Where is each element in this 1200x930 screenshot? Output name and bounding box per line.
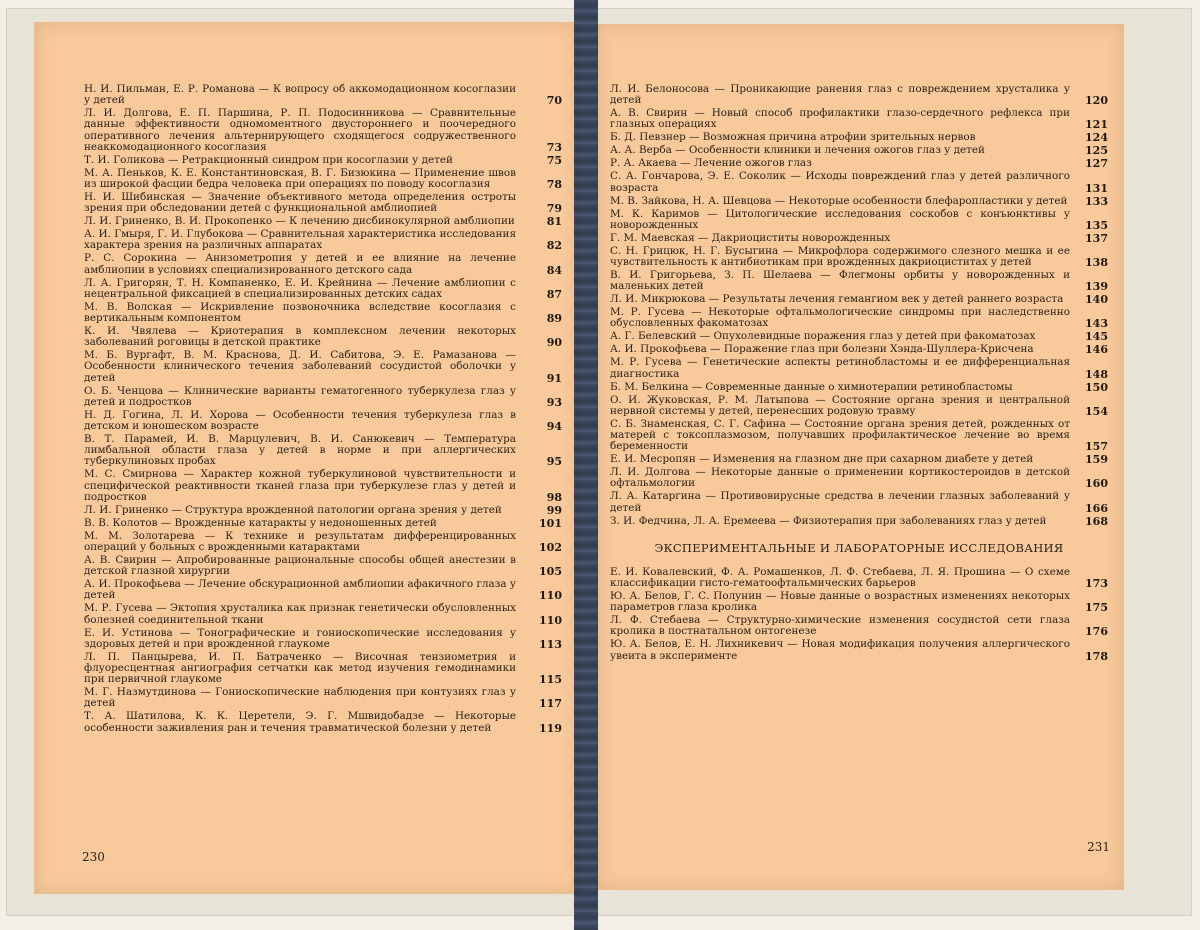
- toc-entry-page: 166: [1085, 501, 1108, 515]
- toc-entry-title: Т. А. Шатилова, К. К. Церетели, Э. Г. Мшвидобадзе — Некоторые особенности заживления ран и течения травматической болезни у детей: [84, 710, 516, 734]
- toc-entry-title: М. Р. Гусева — Генетические аспекты ретинобластомы и ее дифференциальная диагностика: [610, 356, 1070, 380]
- toc-entry-title: А. И. Прокофьева — Лечение обскурационной амблиопии афакичного глаза у детей: [84, 578, 516, 602]
- toc-entry: [84, 652, 562, 686]
- toc-entry-page: 95: [546, 455, 562, 469]
- right-page-number: 231: [1087, 840, 1110, 854]
- toc-entry: [84, 687, 562, 709]
- toc-entry-page: 139: [1085, 280, 1108, 294]
- toc-entry: [610, 158, 1108, 169]
- toc-entry: [610, 395, 1108, 417]
- toc-entry-title: М. Р. Гусева — Эктопия хрусталика как признак генетически обусловленных болезней соединительной ткани: [84, 602, 516, 626]
- toc-entry: [610, 196, 1108, 207]
- toc-entry-title: М. Г. Назмутдинова — Гониоскопические наблюдения при контузиях глаз у детей: [84, 686, 516, 710]
- toc-entry-title: А. В. Свирин — Апробированные рациональные способы общей анестезии в детской глазной хирургии: [84, 554, 516, 578]
- toc-entry-page: 140: [1085, 293, 1108, 307]
- toc-entry-page: 131: [1085, 181, 1108, 195]
- toc-entry-title: В. В. Колотов — Врожденные катаракты у недоношенных детей: [84, 516, 437, 529]
- toc-entry: [84, 108, 562, 153]
- toc-entry: [84, 518, 562, 529]
- toc-entry-title: Н. И. Пильман, Е. Р. Романова — К вопросу об аккомодационном косоглазии у детей: [84, 83, 516, 107]
- toc-entry-page: 160: [1085, 477, 1108, 491]
- toc-entry: [84, 531, 562, 553]
- toc-entry-title: Ю. А. Белов, Г. С. Полунин — Новые данные о возрастных изменениях некоторых параметров глаза кролика: [610, 590, 1070, 614]
- toc-entry-title: Н. Д. Гогина, Л. И. Хорова — Особенности течения туберкулеза глаз в детском и юношеском возрасте: [84, 408, 516, 433]
- toc-entry: [84, 628, 562, 650]
- toc-entry: [84, 229, 562, 251]
- toc-entry: [610, 246, 1108, 268]
- toc-entry: [84, 555, 562, 577]
- toc-entry-page: 78: [546, 178, 562, 192]
- toc-entry-title: М. М. Золотарева — К технике и результатам дифференцированных операций у больных с врожденными катарактами: [84, 529, 516, 554]
- toc-entry-page: 113: [539, 637, 562, 651]
- toc-entry: [610, 331, 1108, 342]
- toc-entry-title: Л. А. Григорян, Т. Н. Компаненко, Е. И. Крейнина — Лечение амблиопии с нецентральной фиксацией в специализированных детских садах: [84, 276, 516, 300]
- toc-entry-page: 148: [1085, 367, 1108, 381]
- toc-entry: [610, 270, 1108, 292]
- toc-entry-page: 146: [1085, 343, 1108, 357]
- toc-entry-title: Т. И. Голикова — Ретракционный синдром при косоглазии у детей: [84, 153, 453, 166]
- toc-entry-page: 133: [1085, 194, 1108, 208]
- toc-entry: [610, 516, 1108, 527]
- toc-entry: [610, 233, 1108, 244]
- toc-entry-page: 125: [1085, 144, 1108, 158]
- toc-entry-page: 124: [1085, 131, 1108, 145]
- toc-entry: [610, 591, 1108, 613]
- toc-entry: [84, 84, 562, 106]
- toc-entry-page: 81: [546, 215, 562, 229]
- left-page: [34, 22, 580, 894]
- toc-entry: [610, 615, 1108, 637]
- toc-entry: [84, 326, 562, 348]
- toc-entry-page: 145: [1085, 330, 1108, 344]
- toc-entry: [84, 386, 562, 408]
- toc-entry-page: 157: [1085, 440, 1108, 454]
- toc-entry: [84, 469, 562, 503]
- toc-entry: [84, 216, 562, 227]
- toc-entry-title: В. И. Григорьева, З. П. Шелаева — Флегмоны орбиты у новорожденных и маленьких детей: [610, 269, 1070, 293]
- toc-entry-page: 98: [546, 490, 562, 504]
- toc-entry-title: Л. И. Белоносова — Проникающие ранения глаз с повреждением хрусталика у детей: [610, 83, 1070, 107]
- toc-entry: [84, 302, 562, 324]
- right-contents-list: [610, 84, 1108, 664]
- toc-entry: [84, 192, 562, 214]
- toc-entry-page: 137: [1085, 231, 1108, 245]
- toc-entry-page: 143: [1085, 317, 1108, 331]
- toc-entry-page: 127: [1085, 157, 1108, 171]
- toc-entry-title: Ю. А. Белов, Е. Н. Лихникевич — Новая модификация получения аллергического увеита в эксперименте: [610, 638, 1070, 662]
- toc-entry: [84, 155, 562, 166]
- toc-entry: [610, 491, 1108, 513]
- toc-entry-page: 159: [1085, 453, 1108, 467]
- toc-entry: [610, 145, 1108, 156]
- toc-entry-page: 154: [1085, 404, 1108, 418]
- toc-entry-title: О. И. Жуковская, Р. М. Латыпова — Состояние органа зрения и центральной нервной системы у детей, перенесших родовую травму: [610, 393, 1070, 417]
- toc-entry: [84, 434, 562, 468]
- toc-entry: [610, 209, 1108, 231]
- toc-entry: [84, 253, 562, 275]
- toc-entry-title: С. А. Гончарова, Э. Е. Соколик — Исходы повреждений глаз у детей различного возраста: [610, 170, 1070, 194]
- toc-entry: [610, 639, 1108, 661]
- toc-entry-title: О. Б. Ченцова — Клинические варианты гематогенного туберкулеза глаз у детей и подростков: [84, 384, 516, 408]
- toc-entry-page: 79: [546, 202, 562, 216]
- toc-entry: [610, 307, 1108, 329]
- toc-entry-title: М. Р. Гусева — Некоторые офтальмологические синдромы при наследственно обусловленных факоматозах: [610, 306, 1070, 330]
- toc-entry-title: Л. И. Долгова — Некоторые данные о применении кортикостероидов в детской офтальмологии: [610, 466, 1070, 490]
- toc-entry: [84, 603, 562, 625]
- toc-entry-page: 119: [539, 721, 562, 735]
- toc-entry-title: Е. И. Устинова — Тонографические и гониоскопические исследования у здоровых детей и при врожденной глаукоме: [84, 626, 516, 650]
- toc-entry-title: Р. А. Акаева — Лечение ожогов глаз: [610, 157, 812, 170]
- toc-entry-page: 117: [539, 697, 562, 711]
- toc-entry: [84, 278, 562, 300]
- toc-entry-page: 173: [1085, 577, 1108, 591]
- toc-entry-title: Л. И. Гриненко, В. И. Прокопенко — К лечению дисбинокулярной амблиопии: [84, 215, 515, 228]
- toc-entry-title: А. В. Свирин — Новый способ профилактики глазо-сердечного рефлекса при глазных операциях: [610, 107, 1070, 131]
- toc-entry: [84, 505, 562, 516]
- toc-entry: [610, 382, 1108, 393]
- toc-entry: [610, 419, 1108, 453]
- toc-entry-page: 82: [546, 239, 562, 253]
- toc-entry: [610, 344, 1108, 355]
- toc-entry-title: В. Т. Парамей, И. В. Марцулевич, В. И. Санюкевич — Температура лимбальной области глаза у детей в норме и при аллергических туберкулиновых пробах: [84, 433, 516, 468]
- toc-entry-title: Л. Ф. Стебаева — Структурно-химические изменения сосудистой сети глаза кролика в постнатальном онтогенезе: [610, 614, 1070, 638]
- toc-entry-title: Л. А. Катаргина — Противовирусные средства в лечении глазных заболеваний у детей: [610, 490, 1070, 514]
- toc-entry-page: 101: [539, 516, 562, 530]
- toc-entry-page: 93: [546, 395, 562, 409]
- toc-entry-title: Г. М. Маевская — Дакриоциститы новорожденных: [610, 231, 891, 244]
- toc-entry-title: А. А. Верба — Особенности клиники и лечения ожогов глаз у детей: [610, 144, 985, 157]
- toc-entry-title: М. Б. Вургафт, В. М. Краснова, Д. И. Сабитова, Э. Е. Рамазанова — Особенности клинического течения заболеваний сосудистой оболочки у детей: [84, 349, 516, 384]
- right-page: [596, 24, 1124, 890]
- toc-entry-page: 94: [546, 420, 562, 434]
- toc-entry-title: А. И. Гмыря, Г. И. Глубокова — Сравнительная характеристика исследования характера зрения на различных аппаратах: [84, 228, 516, 252]
- toc-entry-page: 115: [539, 673, 562, 687]
- toc-entry-page: 105: [539, 565, 562, 579]
- toc-entry-page: 168: [1085, 514, 1108, 528]
- toc-entry-page: 102: [539, 541, 562, 555]
- toc-entry-page: 150: [1085, 380, 1108, 394]
- toc-entry-title: М. С. Смирнова — Характер кожной туберкулиновой чувствительности и специфической реактивности тканей глаза при туберкулезе глаз у детей и подростков: [84, 468, 516, 503]
- toc-entry-title: Б. Д. Певзнер — Возможная причина атрофии зрительных нервов: [610, 131, 976, 144]
- toc-entry-page: 176: [1085, 625, 1108, 639]
- toc-entry-title: С. Б. Знаменская, С. Г. Сафина — Состояние органа зрения детей, рожденных от матерей с токсоплазмозом, получавших профилактическое лечение во время беременности: [610, 417, 1070, 453]
- toc-entry-title: М. В. Волская — Искривление позвоночника вследствие косоглазия с вертикальным компонентом: [84, 300, 516, 325]
- left-contents-list: [84, 84, 562, 736]
- toc-entry-page: 70: [546, 94, 562, 108]
- toc-entry-title: Е. И. Ковалевский, Ф. А. Ромашенков, Л. Ф. Стебаева, Л. Я. Прошина — О схеме классификации гисто-гематоофтальмических барьеров: [610, 565, 1070, 590]
- toc-entry: [610, 84, 1108, 106]
- toc-entry: [84, 410, 562, 432]
- left-page-number: 230: [82, 850, 105, 864]
- toc-entry: [84, 350, 562, 384]
- toc-entry: [610, 171, 1108, 193]
- toc-entry: [84, 579, 562, 601]
- toc-entry-page: 90: [546, 336, 562, 350]
- toc-entry-title: Р. С. Сорокина — Анизометропия у детей и ее влияние на лечение амблиопии в условиях специализированного детского сада: [84, 252, 516, 276]
- toc-entry-page: 110: [539, 613, 562, 627]
- toc-entry: [610, 357, 1108, 379]
- toc-entry-page: 75: [546, 153, 562, 167]
- toc-entry-page: 73: [546, 140, 562, 154]
- toc-entry: [610, 294, 1108, 305]
- book-spine: [574, 0, 598, 930]
- toc-entry-title: А. Г. Белевский — Опухолевидные поражения глаз у детей при факоматозах: [610, 330, 1036, 343]
- toc-entry: [610, 454, 1108, 465]
- toc-entry: [84, 168, 562, 190]
- toc-entry-title: А. И. Прокофьева — Поражение глаз при болезни Хэнда-Шуллера-Крисчена: [610, 343, 1034, 356]
- toc-entry: [610, 567, 1108, 589]
- toc-entry-title: М. К. Каримов — Цитологические исследования соскобов с конъюнктивы у новорожденных: [610, 207, 1070, 231]
- toc-entry-title: Л. И. Микрюкова — Результаты лечения гемангиом век у детей раннего возраста: [610, 293, 1064, 306]
- toc-entry-page: 87: [546, 287, 562, 301]
- toc-entry-page: 121: [1085, 118, 1108, 132]
- toc-entry-title: М. В. Зайкова, Н. А. Шевцова — Некоторые особенности блефаропластики у детей: [610, 194, 1068, 207]
- toc-entry-page: 99: [546, 503, 562, 517]
- section-title: ЭКСПЕРИМЕНТАЛЬНЫЕ И ЛАБОРАТОРНЫЕ ИССЛЕДОВАНИЯ: [654, 540, 1064, 555]
- toc-entry-title: З. И. Федчина, Л. А. Еремеева — Физиотерапия при заболеваниях глаз у детей: [610, 514, 1047, 527]
- toc-entry-page: 89: [546, 312, 562, 326]
- toc-entry-title: С. Н. Грицюк, Н. Г. Бусыгина — Микрофлора содержимого слезного мешка и ее чувствительность к антибиотикам при врожденных дакриоциститах у детей: [610, 244, 1070, 269]
- toc-entry-title: Н. И. Шибинская — Значение объективного метода определения остроты зрения при обследовании детей с функциональной амблиопией: [84, 191, 516, 215]
- toc-entry: [610, 467, 1108, 489]
- toc-entry-page: 178: [1085, 649, 1108, 663]
- toc-entry-title: Е. И. Месропян — Изменения на глазном дне при сахарном диабете у детей: [610, 453, 1034, 466]
- toc-entry-title: Л. И. Гриненко — Структура врожденной патологии органа зрения у детей: [84, 503, 502, 516]
- toc-entry: [610, 108, 1108, 130]
- toc-entry-page: 175: [1085, 601, 1108, 615]
- toc-entry-page: 120: [1085, 94, 1108, 108]
- toc-entry-page: 135: [1085, 218, 1108, 232]
- toc-entry-page: 138: [1085, 256, 1108, 270]
- toc-entry-page: 84: [546, 263, 562, 277]
- toc-entry-page: 110: [539, 589, 562, 603]
- toc-entry-title: Л. И. Долгова, Е. П. Паршина, Р. П. Подосинникова — Сравнительные данные эффективности одномоментного двустороннего и поочередного оперативного лечения альтернирующего сходящегося содружественного неаккомодационного косоглазия: [84, 107, 516, 153]
- toc-entry-page: 91: [546, 371, 562, 385]
- toc-entry: [84, 711, 562, 733]
- toc-entry-title: Л. П. Панцырева, И. П. Батраченко — Височная тензиометрия и флуоресцентная ангиография сетчатки как метод изучения гемодинамики при первичной глаукоме: [84, 650, 516, 686]
- toc-entry: [610, 132, 1108, 143]
- toc-entry-title: Б. М. Белкина — Современные данные о химиотерапии ретинобластомы: [610, 380, 1013, 393]
- toc-entry-title: К. И. Чвялева — Криотерапия в комплексном лечении некоторых заболеваний роговицы в детской практике: [84, 325, 516, 349]
- toc-entry-title: М. А. Пеньков, К. Е. Константиновская, В. Г. Бизюкина — Применение швов из широкой фасции бедра человека при операциях по поводу косоглазия: [84, 166, 516, 191]
